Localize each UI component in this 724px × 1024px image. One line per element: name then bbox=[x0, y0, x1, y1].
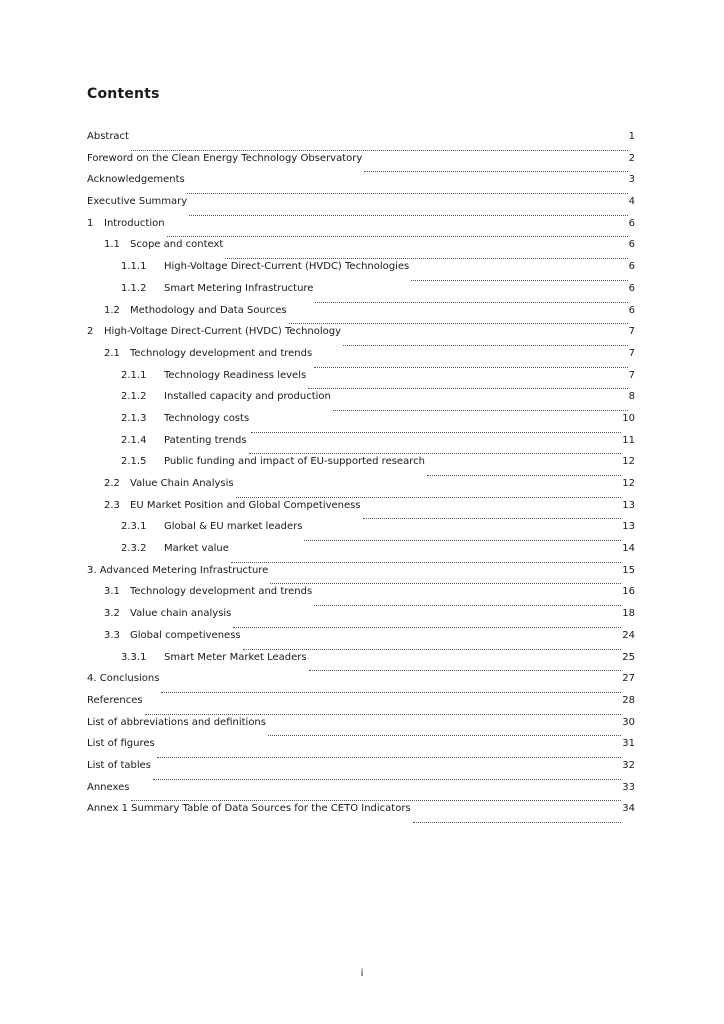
toc-entry-number: 2.3.1 bbox=[121, 521, 147, 533]
toc-entry-page: 32 bbox=[622, 759, 635, 771]
toc-entry-title: Global & EU market leaders bbox=[164, 521, 303, 533]
dot-leader bbox=[308, 388, 627, 389]
toc-entry-number: 2.1.1 bbox=[121, 369, 147, 381]
dot-leader bbox=[314, 605, 621, 606]
toc-entry-title: Foreword on the Clean Energy Technology Observatory bbox=[87, 152, 363, 164]
toc-entry[interactable] bbox=[87, 391, 635, 413]
toc-entry[interactable] bbox=[87, 803, 635, 825]
toc-entry-title: Value chain analysis bbox=[130, 608, 232, 620]
dot-leader bbox=[333, 410, 628, 411]
toc-entry[interactable] bbox=[87, 478, 635, 500]
dot-leader bbox=[427, 475, 621, 476]
toc-entry[interactable] bbox=[87, 456, 635, 478]
toc-entry-title: List of figures bbox=[87, 738, 155, 750]
dot-leader bbox=[189, 215, 627, 216]
toc-entry[interactable] bbox=[87, 370, 635, 392]
toc-entry-number: 2.1 bbox=[104, 347, 120, 359]
toc-entry-page: 7 bbox=[628, 347, 635, 359]
toc-entry[interactable] bbox=[87, 196, 635, 218]
toc-entry[interactable] bbox=[87, 738, 635, 760]
dot-leader bbox=[145, 714, 622, 715]
toc-entry[interactable] bbox=[87, 695, 635, 717]
toc-entry[interactable] bbox=[87, 435, 635, 457]
toc-entry-page: 11 bbox=[622, 434, 635, 446]
toc-entry-number: 3.1 bbox=[104, 586, 120, 598]
dot-leader bbox=[304, 540, 621, 541]
toc-entry-page: 27 bbox=[622, 673, 635, 685]
toc-entry-page: 31 bbox=[622, 738, 635, 750]
toc-entry[interactable] bbox=[87, 565, 635, 587]
toc-entry-title: Installed capacity and production bbox=[164, 391, 331, 403]
dot-leader bbox=[268, 735, 621, 736]
toc-entry-title: Annex 1 Summary Table of Data Sources for the CETO Indicators bbox=[87, 803, 411, 815]
toc-entry-number: 2.3.2 bbox=[121, 543, 147, 555]
toc-entry-page: 12 bbox=[622, 456, 635, 468]
toc-entry-page: 7 bbox=[628, 326, 635, 338]
toc-entry-title: Technology Readiness levels bbox=[164, 369, 307, 381]
toc-entry-number: 2.1.5 bbox=[121, 456, 147, 468]
toc-entry-title: High-Voltage Direct-Current (HVDC) Technology bbox=[104, 326, 342, 338]
toc-entry-number: 2.3 bbox=[104, 499, 120, 511]
toc-entry-page: 13 bbox=[622, 499, 635, 511]
dot-leader bbox=[315, 302, 627, 303]
toc-entry-title: Patenting trends bbox=[164, 434, 247, 446]
toc-entry[interactable] bbox=[87, 261, 635, 283]
toc-entry-page: 24 bbox=[622, 629, 635, 641]
dot-leader bbox=[131, 150, 628, 151]
toc-entry-page: 28 bbox=[622, 694, 635, 706]
dot-leader bbox=[153, 779, 621, 780]
toc-entry-page: 2 bbox=[628, 152, 635, 164]
dot-leader bbox=[309, 670, 622, 671]
toc-entry-page: 12 bbox=[622, 478, 635, 489]
toc-entry-title: Scope and context bbox=[130, 239, 224, 251]
toc-entry-page: 6 bbox=[628, 239, 635, 251]
toc-entry-page: 6 bbox=[628, 282, 635, 294]
toc-entry-title: EU Market Position and Global Competiveness bbox=[130, 499, 361, 511]
dot-leader bbox=[270, 583, 621, 584]
dot-leader bbox=[289, 323, 628, 324]
dot-leader bbox=[187, 193, 628, 194]
toc-entry[interactable] bbox=[87, 652, 635, 674]
dot-leader bbox=[249, 453, 622, 454]
toc-entry-title: Abstract bbox=[87, 131, 129, 142]
toc-entry-title: List of abbreviations and definitions bbox=[87, 716, 266, 728]
toc-entry-page: 6 bbox=[628, 304, 635, 316]
toc-entry-number: 3.3.1 bbox=[121, 651, 147, 663]
toc-entry-title: Introduction bbox=[104, 217, 165, 229]
toc-entry-number: 1.1.1 bbox=[121, 261, 147, 273]
page-title: Contents bbox=[87, 86, 160, 102]
toc-entry-page: 15 bbox=[622, 564, 635, 576]
dot-leader bbox=[236, 497, 622, 498]
toc-entry-number: 1.2 bbox=[104, 304, 120, 316]
toc-entry[interactable] bbox=[87, 500, 635, 522]
toc-entry-title: High-Voltage Direct-Current (HVDC) Technologies bbox=[164, 261, 410, 273]
toc-entry[interactable] bbox=[87, 586, 635, 608]
toc-entry-number: 3.2 bbox=[104, 608, 120, 620]
dot-leader bbox=[363, 518, 622, 519]
toc-entry[interactable] bbox=[87, 717, 635, 739]
toc-entry-title: Global competiveness bbox=[130, 629, 241, 641]
toc-entry-page: 30 bbox=[622, 716, 635, 728]
toc-entry[interactable] bbox=[87, 413, 635, 435]
toc-entry-title: Acknowledgements bbox=[87, 174, 185, 186]
toc-entry[interactable] bbox=[87, 348, 635, 370]
toc-entry[interactable] bbox=[87, 782, 635, 804]
toc-entry-number: 2.1.2 bbox=[121, 391, 147, 403]
toc-entry-title: Technology costs bbox=[164, 412, 250, 424]
toc-entry[interactable] bbox=[87, 326, 635, 348]
toc-entry-page: 4 bbox=[628, 196, 635, 208]
toc-entry[interactable] bbox=[87, 153, 635, 175]
toc-entry-title: Technology development and trends bbox=[130, 586, 313, 598]
toc-entry[interactable] bbox=[87, 521, 635, 543]
toc-entry[interactable] bbox=[87, 673, 635, 695]
toc-entry-title: Public funding and impact of EU-supported research bbox=[164, 456, 425, 468]
toc-entry-title: 4. Conclusions bbox=[87, 673, 160, 685]
toc-entry-number: 1.1 bbox=[104, 239, 120, 251]
toc-entry-page: 10 bbox=[622, 412, 635, 424]
toc-entry-title: List of tables bbox=[87, 759, 152, 771]
dot-leader bbox=[343, 345, 628, 346]
toc-entry-page: 14 bbox=[622, 543, 635, 555]
toc-entry[interactable] bbox=[87, 630, 635, 652]
toc-entry-page: 13 bbox=[622, 521, 635, 533]
page-number: i bbox=[360, 968, 364, 979]
dot-leader bbox=[231, 562, 621, 563]
toc-entry-title: Smart Meter Market Leaders bbox=[164, 651, 307, 663]
toc-entry-title: Value Chain Analysis bbox=[130, 478, 234, 489]
toc-entry-title: Executive Summary bbox=[87, 196, 188, 208]
toc-entry-page: 7 bbox=[628, 369, 635, 381]
toc-entry[interactable] bbox=[87, 131, 635, 153]
toc-entry-page: 3 bbox=[628, 174, 635, 186]
dot-leader bbox=[364, 171, 627, 172]
dot-leader bbox=[225, 258, 627, 259]
dot-leader bbox=[161, 692, 621, 693]
toc-entry[interactable] bbox=[87, 283, 635, 305]
toc-entry-number: 2.1.4 bbox=[121, 434, 147, 446]
toc-entry-number: 1 bbox=[87, 217, 94, 229]
toc-entry-title: Smart Metering Infrastructure bbox=[164, 282, 314, 294]
table-of-contents bbox=[87, 131, 635, 825]
toc-entry-number: 2.1.3 bbox=[121, 412, 147, 424]
toc-entry-page: 16 bbox=[622, 586, 635, 598]
toc-entry[interactable] bbox=[87, 608, 635, 630]
toc-entry[interactable] bbox=[87, 543, 635, 565]
toc-entry-page: 34 bbox=[622, 803, 635, 815]
toc-entry-title: 3. Advanced Metering Infrastructure bbox=[87, 564, 269, 576]
toc-entry[interactable] bbox=[87, 239, 635, 261]
dot-leader bbox=[243, 649, 622, 650]
toc-entry-page: 18 bbox=[622, 608, 635, 620]
dot-leader bbox=[157, 757, 622, 758]
toc-entry-page: 8 bbox=[628, 391, 635, 403]
dot-leader bbox=[251, 432, 621, 433]
toc-entry[interactable] bbox=[87, 305, 635, 327]
toc-entry[interactable] bbox=[87, 760, 635, 782]
dot-leader bbox=[411, 280, 627, 281]
dot-leader bbox=[314, 367, 627, 368]
dot-leader bbox=[131, 800, 621, 801]
toc-entry-page: 6 bbox=[628, 261, 635, 273]
toc-entry-number: 2.2 bbox=[104, 478, 120, 489]
toc-entry-number: 2 bbox=[87, 326, 94, 338]
dot-leader bbox=[167, 236, 628, 237]
toc-entry-page: 25 bbox=[622, 651, 635, 663]
toc-entry-title: References bbox=[87, 694, 143, 706]
toc-entry-title: Methodology and Data Sources bbox=[130, 304, 287, 316]
toc-entry-page: 6 bbox=[628, 217, 635, 229]
toc-entry-title: Technology development and trends bbox=[130, 347, 313, 359]
dot-leader bbox=[413, 822, 622, 823]
toc-entry-page: 1 bbox=[628, 131, 635, 142]
dot-leader bbox=[233, 627, 621, 628]
toc-entry-number: 3.3 bbox=[104, 629, 120, 641]
toc-entry-number: 1.1.2 bbox=[121, 282, 147, 294]
toc-entry-page: 33 bbox=[622, 781, 635, 793]
toc-entry-title: Annexes bbox=[87, 781, 130, 793]
toc-entry[interactable] bbox=[87, 218, 635, 240]
toc-entry-title: Market value bbox=[164, 543, 229, 555]
toc-entry[interactable] bbox=[87, 174, 635, 196]
